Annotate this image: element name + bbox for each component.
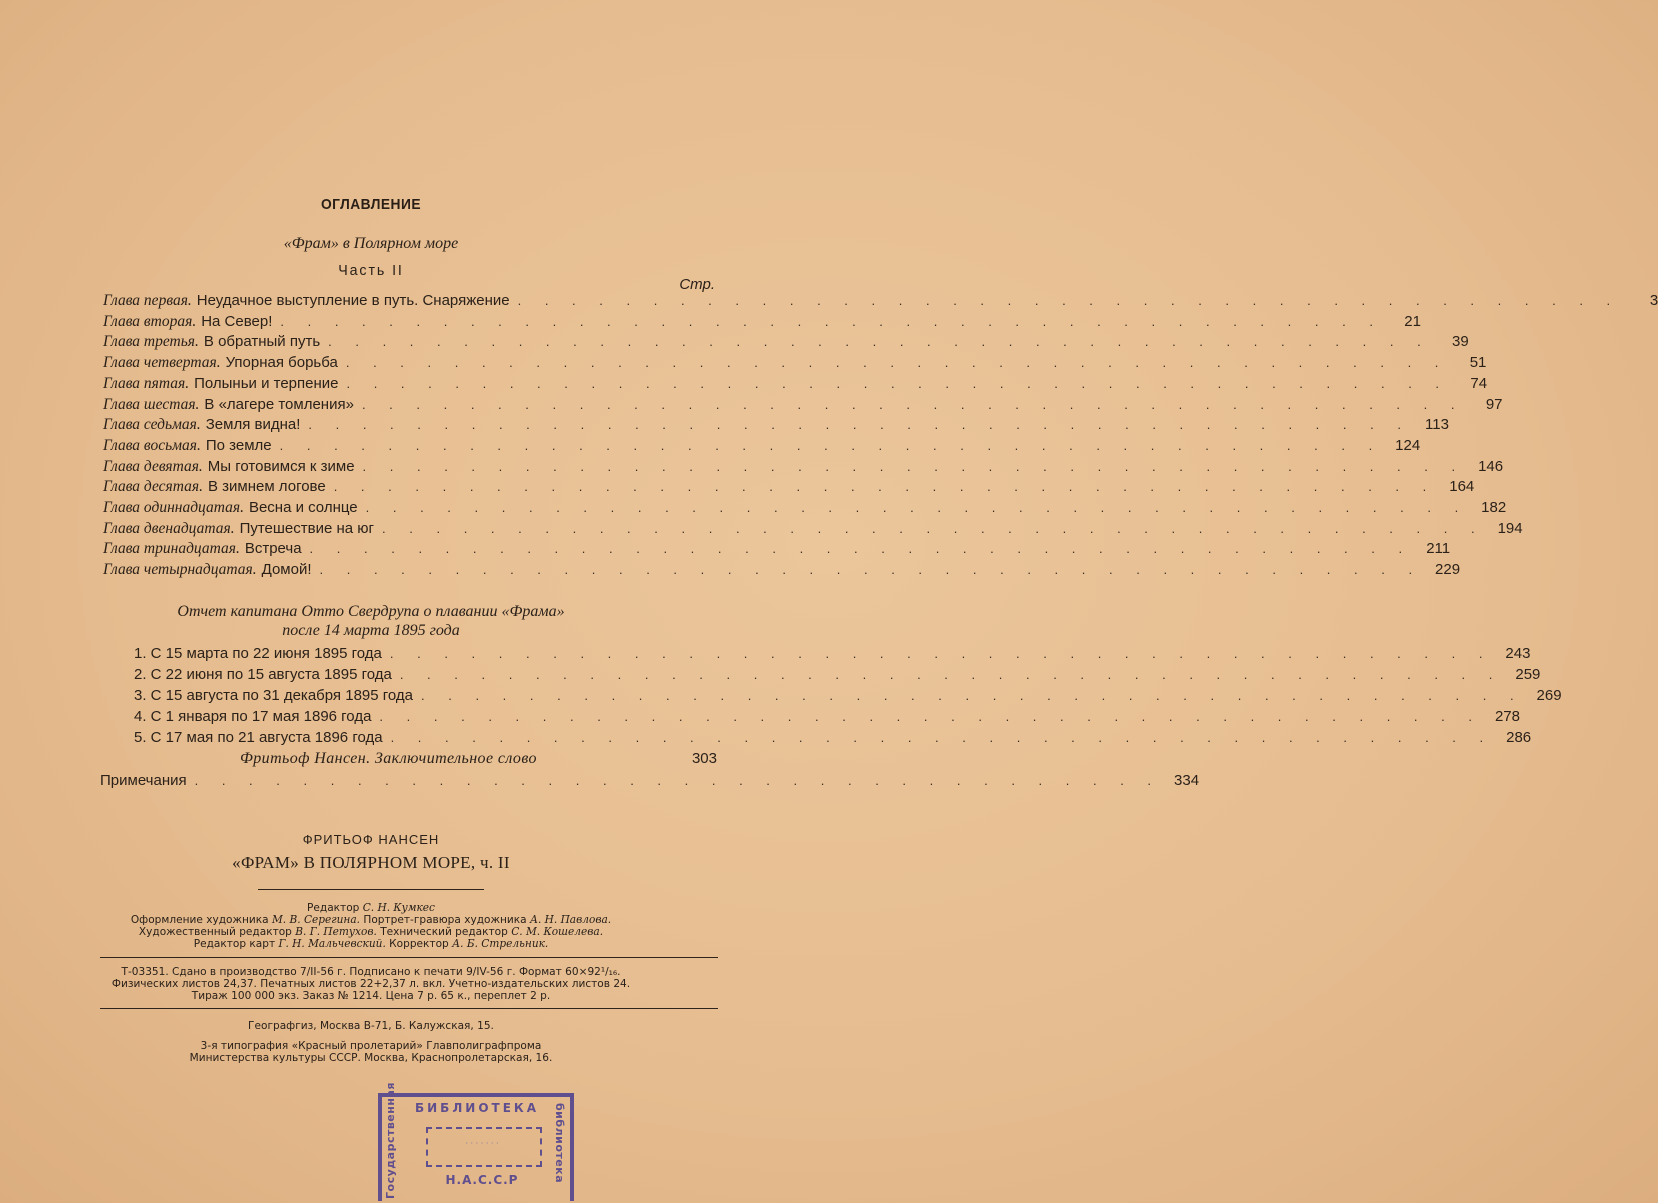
colophon-author: ФРИТЬОФ НАНСЕН: [302, 832, 440, 847]
report-title: 3. С 15 августа по 31 декабря 1895 года: [134, 687, 414, 704]
toc-heading: ОГЛАВЛЕНИЕ: [320, 196, 422, 213]
credit-role: Технический редактор: [380, 925, 508, 938]
leader-dots: . . . . . . . . . . . . . . . . . . . . . . . . . . . . . . . . . . . . . . . . .: [319, 562, 1423, 578]
leader-dots: . . . . . . . . . . . . . . . . . . . . . . . . . . . . . . . . . . . . . . . . .: [389, 646, 1493, 661]
credit-name: С. М. Кошелева.: [511, 925, 604, 938]
chapter-page: 21: [1404, 312, 1421, 330]
toc-entry-chapter[interactable]: [103, 312, 1421, 333]
chapter-title: Весна и солнце: [248, 499, 358, 516]
leader-dots: . . . . . . . . . . . . . . . . . . . . . . . . . . . . . . . . . . . . . . . . .: [308, 417, 1411, 433]
chapter-number: Глава пятая.: [103, 374, 190, 392]
chapter-number: Глава девятая.: [103, 457, 203, 475]
leader-dots: . . . . . . . . . . . . . . . . . . . . . . . . . . . . . . . . . . . . . . . . .: [382, 520, 1485, 536]
toc-entry-chapter[interactable]: [103, 519, 1523, 540]
chapter-title: Встреча: [244, 540, 302, 558]
report-heading-line1: Отчет капитана Отто Свердрупа о плавании «Фрама»: [177, 603, 565, 620]
chapter-page: 3: [1649, 292, 1658, 309]
chapter-page: 74: [1470, 374, 1488, 392]
chapter-title: Упорная борьба: [225, 354, 338, 372]
print-info-line: Т-03351. Сдано в производство 7/II-56 г. Подписано к печати 9/IV-56 г. Формат 60×92¹/₁₆.: [121, 965, 621, 978]
leader-dots: . . . . . . . . . . . . . . . . . . . . . . . . . . . . . . . . . . . . . . . . .: [279, 437, 1383, 453]
leader-dots: . . . . . . . . . . . . . . . . . . . . . . . . . . . . . . . . . . . . . . . . .: [399, 667, 1503, 682]
chapter-number: Глава седьмая.: [103, 416, 201, 434]
toc-entry-chapter[interactable]: [103, 416, 1449, 436]
chapter-page: 164: [1449, 478, 1475, 496]
notes-entry[interactable]: [100, 772, 1200, 792]
toc-entry-report[interactable]: [134, 729, 1532, 749]
toc-entry-chapter[interactable]: [103, 354, 1487, 374]
library-stamp: [378, 1082, 574, 1201]
credit-role: Корректор: [389, 937, 449, 950]
leader-dots: . . . . . . . . . . . . . . . . . . . . . . . . . . . . . . . . . . . . . . . . .: [365, 500, 1469, 515]
credit-name: А. Б. Стрельник.: [452, 937, 549, 950]
chapter-number: Глава четырнадцатая.: [103, 561, 257, 579]
page-column-label: Стр.: [679, 276, 715, 293]
report-title: 4. С 1 января по 17 мая 1896 года: [134, 708, 372, 725]
chapter-number: Глава восьмая.: [103, 436, 201, 454]
stamp-right-text: библиотека: [553, 1103, 566, 1184]
leader-dots: . . . . . . . . . . . . . . . . . . . . . . . . . . . . . . . . . . . . . . . . .: [390, 730, 1494, 745]
toc-entry-report[interactable]: [134, 687, 1562, 707]
divider-rule: [100, 957, 718, 958]
leader-dots: . . . . . . . . . . . . . . . . . . . . . . . . . . . . . . . . . . . . . . . . .: [328, 334, 1431, 350]
credit-name: А. Н. Павлова.: [529, 913, 612, 926]
credit-name: Г. Н. Мальчевский.: [278, 937, 386, 950]
chapter-page: 211: [1426, 540, 1451, 558]
divider-rule: [258, 889, 484, 890]
toc-entry-chapter[interactable]: [103, 395, 1503, 416]
leader-dots: . . . . . . . . . . . . . . . . . . . . . . . . . . . . . . . . . . . . . . . . .: [345, 355, 1449, 371]
printer-line: Министерства культуры СССР. Москва, Краснопролетарская, 16.: [189, 1051, 553, 1064]
chapter-title: Земля видна!: [205, 416, 301, 434]
report-page: 259: [1515, 666, 1541, 683]
chapter-title: На Север!: [201, 312, 273, 330]
divider-rule: [100, 1008, 718, 1009]
leader-dots: . . . . . . . . . . . . . . . . . . . . . . . . . . . . . . . . . . . . . . . . .: [333, 479, 1437, 495]
stamp-top-text: БИБЛИОТЕКА: [414, 1101, 540, 1115]
leader-dots: . . . . . . . . . . . . . . . . . . . . . . . . . . . . . . . . . . . . . . . . .: [361, 396, 1465, 412]
chapter-number: Глава третья.: [103, 333, 199, 351]
print-info-line: Тираж 100 000 экз. Заказ № 1214. Цена 7 р. 65 к., переплет 2 р.: [191, 989, 551, 1002]
report-heading-line2: после 14 марта 1895 года: [282, 622, 460, 639]
toc-entry-chapter[interactable]: [103, 374, 1488, 395]
credit-name: С. Н. Кумкес: [362, 901, 435, 914]
credit-role: Художественный редактор: [138, 925, 292, 938]
stamp-bottom-text: Н.А.С.С.Р: [445, 1173, 519, 1187]
toc-entry-report[interactable]: [134, 708, 1520, 728]
chapter-title: Неудачное выступление в путь. Снаряжение: [196, 292, 510, 309]
chapter-title: Домой!: [261, 561, 312, 579]
leader-dots: . . . . . . . . . . . . . . . . . . . . . . . . . . . . . . . . . . . . . . . . .: [346, 375, 1450, 391]
chapter-page: 194: [1497, 519, 1523, 537]
credit-role: Редактор карт: [193, 937, 276, 950]
toc-entry-chapter[interactable]: [103, 292, 1658, 312]
report-page: 286: [1506, 729, 1532, 746]
report-title: 1. С 15 марта по 22 июня 1895 года: [134, 645, 382, 662]
chapter-title: По земле: [205, 436, 272, 454]
chapter-number: Глава вторая.: [103, 312, 197, 330]
leader-dots: . . . . . . . . . . . . . . . . . . . . . . . . . . . . . . . . . . . . . . . . .: [362, 458, 1466, 474]
toc-entry-chapter[interactable]: [103, 457, 1504, 478]
chapter-title: В «лагере томления»: [204, 395, 354, 413]
leader-dots: . . . . . . . . . . . . . . . . . . . . . . . . . . . . . . . . . . . . . . . . .: [517, 293, 1621, 308]
chapter-number: Глава десятая.: [103, 478, 203, 496]
chapter-page: 97: [1485, 395, 1503, 413]
toc-entry-chapter[interactable]: [103, 333, 1469, 353]
report-page: 278: [1494, 708, 1520, 725]
toc-entry-chapter[interactable]: [103, 561, 1461, 581]
credit-role: Оформление художника: [130, 913, 269, 926]
chapter-number: Глава тринадцатая.: [103, 540, 240, 558]
chapter-number: Глава шестая.: [103, 395, 200, 413]
toc-entry-report[interactable]: [134, 666, 1541, 686]
chapter-page: 229: [1435, 561, 1461, 579]
credit-name: В. Г. Петухов.: [295, 925, 377, 938]
report-title: 2. С 22 июня по 15 августа 1895 года: [134, 666, 392, 683]
chapter-title: В зимнем логове: [207, 478, 326, 496]
chapter-page: 182: [1481, 499, 1507, 516]
print-info-line: Физических листов 24,37. Печатных листов 22+2,37 л. вкл. Учетно-издательских листов 24.: [111, 977, 631, 990]
report-page: 269: [1536, 687, 1562, 704]
chapter-number: Глава двенадцатая.: [103, 519, 235, 537]
chapter-title: Путешествие на юг: [239, 519, 375, 537]
part-label: Часть II: [338, 262, 404, 279]
book-subtitle: «Фрам» в Полярном море: [283, 235, 459, 252]
leader-dots: . . . . . . . . . . . . . . . . . . . . . . . . . . . . . . . . . . . . . . . . .: [379, 709, 1482, 724]
final-word-title: Фритьоф Нансен. Заключительное слово: [240, 750, 537, 767]
stamp-middle-text: · · · · · · ·: [465, 1139, 499, 1148]
toc-entry-chapter[interactable]: [103, 540, 1451, 560]
chapter-number: Глава четвертая.: [103, 354, 221, 372]
report-title: 5. С 17 мая по 21 августа 1896 года: [134, 729, 383, 746]
colophon-book-title: «ФРАМ» В ПОЛЯРНОМ МОРЕ, ч. II: [232, 853, 510, 872]
toc-entry-chapter[interactable]: [103, 436, 1421, 457]
publisher-address: Географгиз, Москва В-71, Б. Калужская, 15.: [248, 1019, 494, 1032]
chapter-number: Глава первая.: [103, 292, 192, 309]
chapter-title: Полыньи и терпение: [194, 374, 339, 392]
stamp-left-text: Государственная: [384, 1082, 397, 1199]
report-page: 243: [1505, 645, 1531, 662]
chapter-title: Мы готовимся к зиме: [207, 457, 355, 475]
chapter-page: 51: [1469, 354, 1487, 372]
credit-role: Редактор: [307, 901, 360, 914]
notes-page: 334: [1174, 772, 1200, 789]
leader-dots: . . . . . . . . . . . . . . . . . . . . . . . . . . . . . . . . . . . . . . . . .: [280, 313, 1383, 329]
leader-dots: . . . . . . . . . . . . . . . . . . . . . . . . . . . . . . . . . . . . . . . . .: [421, 688, 1524, 703]
notes-title: Примечания: [100, 772, 187, 789]
toc-entry-chapter[interactable]: [103, 499, 1507, 519]
final-word-page: 303: [691, 750, 717, 767]
chapter-number: Глава одиннадцатая.: [103, 499, 244, 516]
credit-name: М. В. Серегина.: [271, 913, 361, 926]
credit-role: Портрет-гравюра художника: [363, 913, 527, 926]
printer-line: 3-я типография «Красный пролетарий» Главполиграфпрома: [200, 1039, 542, 1052]
chapter-page: 146: [1478, 457, 1504, 475]
chapter-title: В обратный путь: [203, 333, 321, 351]
leader-dots: . . . . . . . . . . . . . . . . . . . . . . . . . . . . . . . . . . . . . . . . .: [309, 541, 1413, 557]
toc-entry-report[interactable]: [134, 645, 1531, 665]
chapter-page: 39: [1452, 333, 1469, 351]
chapter-page: 124: [1395, 436, 1421, 454]
chapter-page: 113: [1425, 416, 1449, 434]
credit-map-editor: [15, 938, 727, 950]
toc-entry-chapter[interactable]: [103, 478, 1475, 498]
leader-dots: . . . . . . . . . . . . . . . . . . . . . . . . . . . . . . . . . . . .: [194, 773, 1162, 788]
